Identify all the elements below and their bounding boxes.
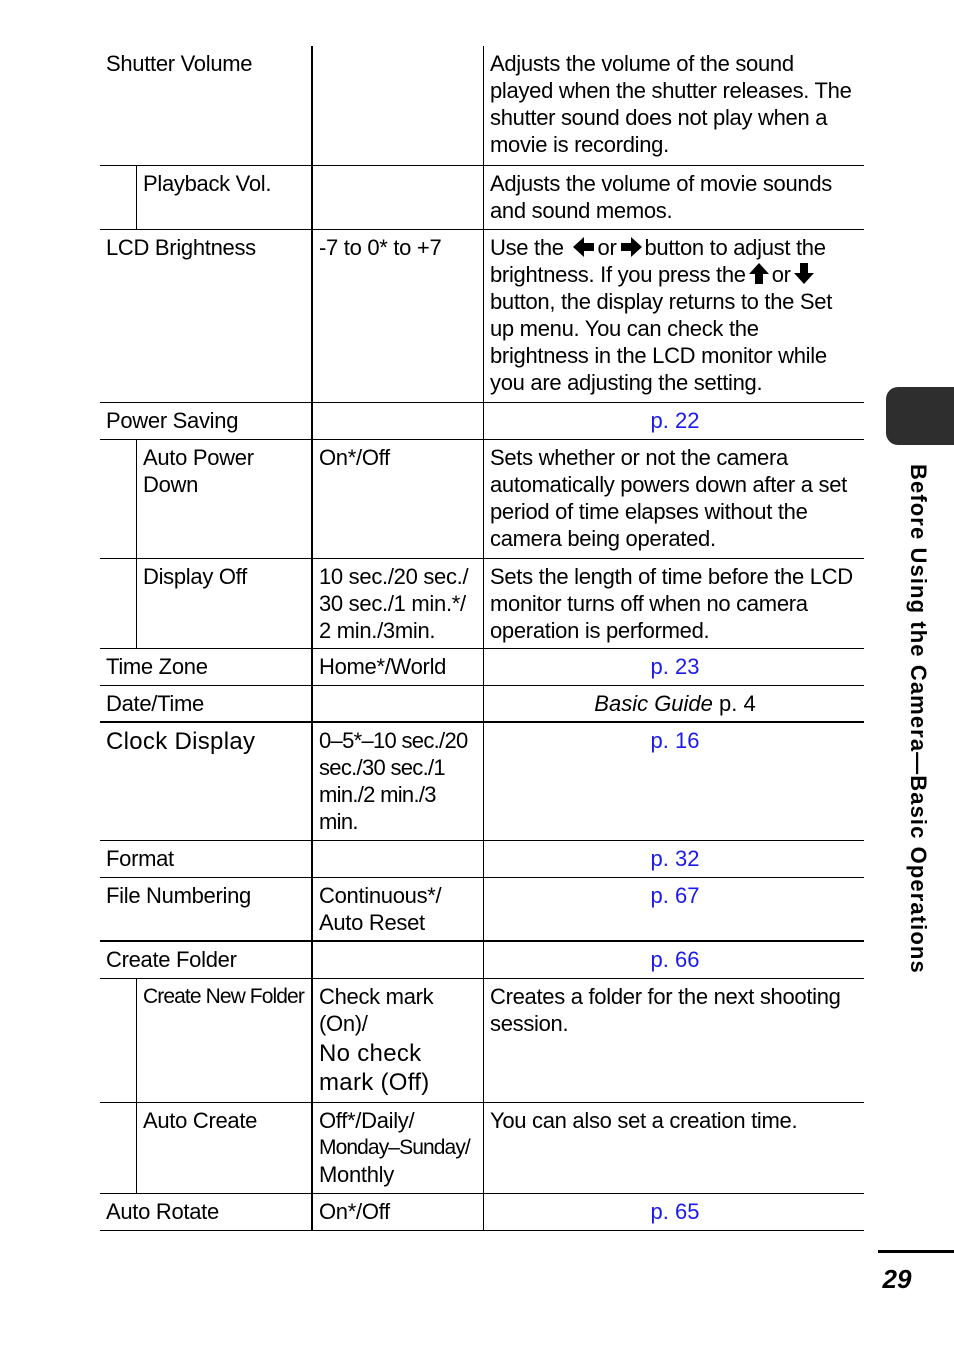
setting-name: Auto Rotate: [106, 1199, 219, 1224]
setting-cell: [100, 686, 311, 721]
page-reference-link[interactable]: p. 66: [650, 947, 700, 972]
table-row: [100, 1194, 864, 1231]
options-cell: [311, 686, 483, 721]
options-text: Home*/World: [319, 654, 447, 679]
description-cell: [483, 979, 864, 1102]
table-row: [100, 403, 864, 440]
description-cell: [483, 686, 864, 721]
up-arrow-icon: [749, 263, 769, 284]
setting-cell: [100, 878, 311, 940]
options-cell: [311, 559, 483, 648]
page-number: 29: [882, 1264, 912, 1294]
guide-reference: [490, 690, 860, 717]
description-text: Sets the length of time before the LCD monitor turns off when no camera operation is performed.: [490, 564, 853, 643]
description-cell: [483, 1194, 864, 1230]
description-text: Sets whether or not the camera automatically powers down after a set period of time elapses without the camera being operated.: [490, 445, 847, 551]
options-cell: [311, 440, 483, 558]
table-row: [100, 878, 864, 942]
guide-title: Basic Guide: [594, 691, 713, 716]
description-fragment: or: [597, 235, 617, 260]
description-cell: [483, 649, 864, 685]
options-cell: [311, 942, 483, 978]
setting-name: Time Zone: [106, 654, 208, 679]
setting-cell: [136, 559, 311, 648]
section-sidebar-title: [905, 464, 945, 1024]
options-text: Off*/Daily/: [319, 1108, 415, 1133]
description-text: Adjusts the volume of movie sounds and sound memos.: [490, 171, 832, 223]
table-row: [100, 46, 864, 166]
table-row: [100, 1103, 864, 1194]
options-cell: [311, 1194, 483, 1230]
description-cell: [483, 403, 864, 439]
setting-cell: [100, 1194, 311, 1230]
setting-name: Date/Time: [106, 691, 204, 716]
description-fragment: or: [771, 262, 791, 287]
setting-cell: [136, 979, 311, 1102]
page-number-rule: [878, 1250, 954, 1253]
setting-cell: [136, 1103, 311, 1193]
table-row: [100, 230, 864, 403]
setting-cell: [100, 841, 311, 877]
description-text: You can also set a creation time.: [490, 1108, 798, 1133]
page-reference-link[interactable]: p. 22: [650, 408, 700, 433]
description-cell: [483, 230, 864, 402]
setting-name: Create Folder: [106, 947, 237, 972]
options-text: Check mark (On)/: [319, 984, 434, 1036]
options-cell: [311, 878, 483, 940]
options-text: On*/Off: [319, 1199, 390, 1224]
options-text: -7 to 0* to +7: [319, 235, 442, 260]
options-text: Monthly: [319, 1162, 394, 1187]
description-cell: [483, 166, 864, 229]
page-reference-link[interactable]: p. 65: [650, 1199, 700, 1224]
page-reference-link[interactable]: p. 32: [650, 846, 700, 871]
table-row: [100, 841, 864, 878]
page-reference-link[interactable]: p. 67: [650, 883, 700, 908]
description-fragment: button, the display returns to the Set up menu. You can check the brightness in the LCD monitor while you are adjusting the setting.: [490, 289, 833, 395]
description-cell: [483, 942, 864, 978]
page-reference-link[interactable]: p. 23: [650, 654, 700, 679]
setting-cell: [100, 942, 311, 978]
table-row: [100, 649, 864, 686]
description-cell: [483, 46, 864, 165]
setting-name: Shutter Volume: [106, 51, 253, 76]
guide-page: p. 4: [712, 691, 756, 716]
setting-cell: [100, 403, 311, 439]
setting-cell: [100, 723, 311, 840]
description-cell: [483, 1103, 864, 1193]
down-arrow-icon: [794, 263, 814, 284]
options-cell: [311, 403, 483, 439]
options-cell: [311, 841, 483, 877]
options-text: No check mark (Off): [319, 1040, 430, 1096]
setting-name: Clock Display: [106, 728, 256, 755]
options-text: On*/Off: [319, 445, 390, 470]
table-row: [100, 723, 864, 841]
right-arrow-icon: [620, 237, 642, 257]
options-text: 10 sec./20 sec./ 30 sec./1 min.*/ 2 min./3min.: [319, 564, 469, 643]
options-text: 0–5*–10 sec./20 sec./30 sec./1 min./2 min./3 min.: [319, 728, 468, 834]
options-cell: [311, 723, 483, 840]
setting-cell: [136, 440, 311, 558]
setting-name: Format: [106, 846, 174, 871]
setting-name: File Numbering: [106, 883, 251, 908]
setting-name: Create New Folder: [143, 985, 304, 1008]
description-text: [490, 234, 860, 396]
description-fragment: button to adjust the brightness. If you press the: [490, 235, 826, 287]
sidebar-title-text: Before Using the Camera—Basic Operations: [906, 464, 931, 974]
options-text: Monday–Sunday/: [319, 1136, 470, 1159]
options-cell: [311, 979, 483, 1102]
description-cell: [483, 723, 864, 840]
section-tab-marker: [886, 387, 954, 445]
table-row: [100, 166, 864, 230]
options-cell: [311, 166, 483, 229]
options-cell: [311, 1103, 483, 1193]
setting-cell: [100, 649, 311, 685]
left-arrow-icon: [573, 237, 595, 257]
setting-name: Power Saving: [106, 408, 239, 433]
setting-cell: [136, 166, 311, 229]
table-row: [100, 686, 864, 723]
description-fragment: Use the: [490, 235, 564, 260]
setting-name: Auto Power Down: [143, 445, 254, 497]
page-reference-link[interactable]: p. 16: [650, 728, 700, 753]
description-text: Adjusts the volume of the sound played when the shutter releases. The shutter sound does not play when a movie is recording.: [490, 51, 852, 157]
table-row: [100, 942, 864, 979]
options-cell: [311, 46, 483, 165]
setting-name: Playback Vol.: [143, 171, 272, 196]
options-cell: [311, 649, 483, 685]
table-row: [100, 440, 864, 559]
setting-cell: [100, 230, 311, 402]
setting-name: Display Off: [143, 564, 247, 589]
options-cell: [311, 230, 483, 402]
description-cell: [483, 559, 864, 648]
options-text: Continuous*/ Auto Reset: [319, 883, 442, 935]
description-text: Creates a folder for the next shooting session.: [490, 984, 841, 1036]
setting-name: Auto Create: [143, 1108, 258, 1133]
setting-cell: [100, 46, 311, 165]
table-row: [100, 559, 864, 649]
description-cell: [483, 440, 864, 558]
table-row: [100, 979, 864, 1103]
description-cell: [483, 841, 864, 877]
setting-name: LCD Brightness: [106, 235, 256, 260]
description-cell: [483, 878, 864, 940]
